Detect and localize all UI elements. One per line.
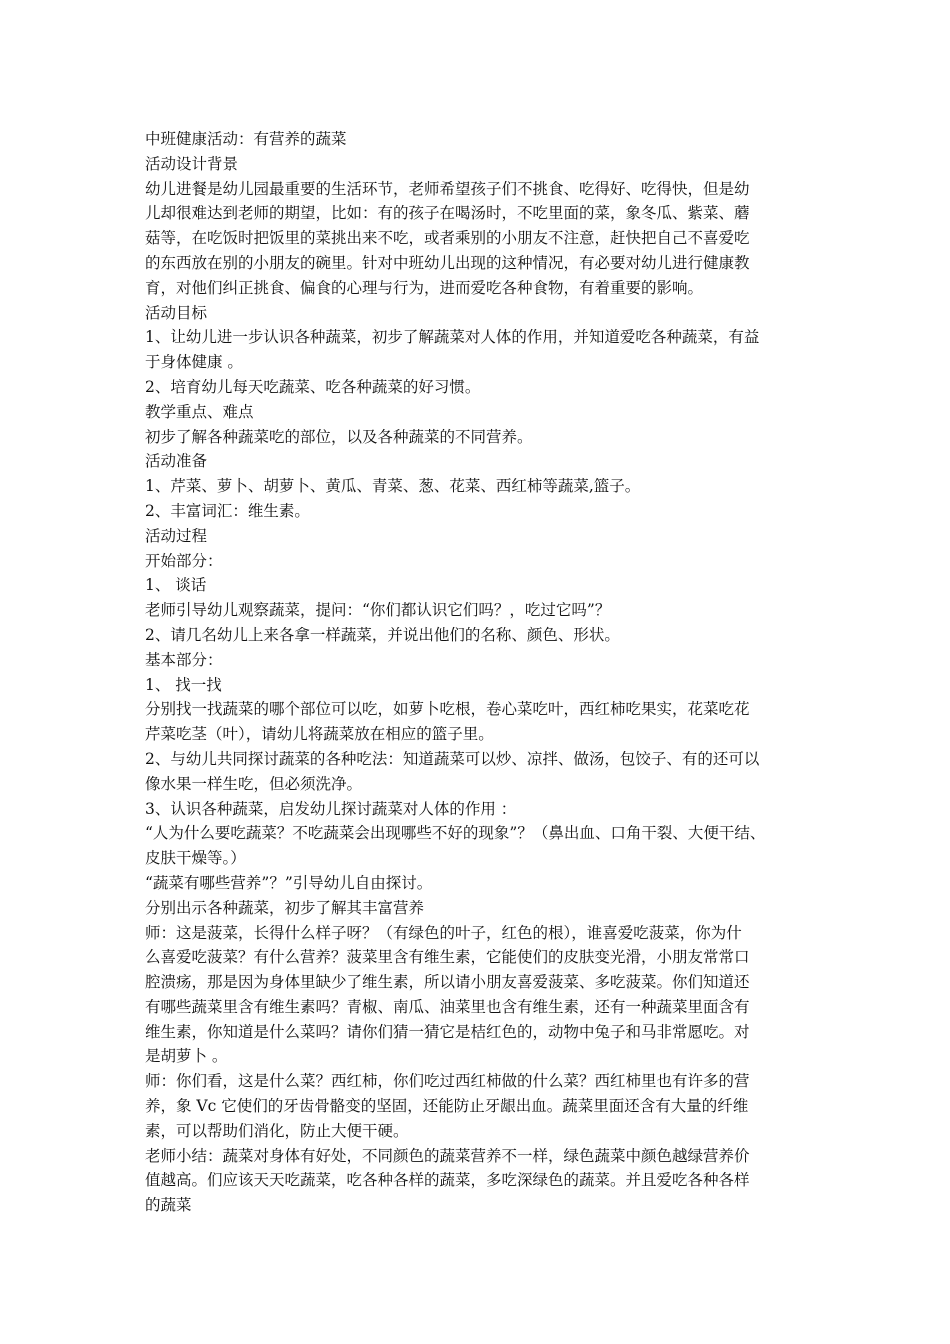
paragraph xyxy=(145,301,825,326)
paragraph xyxy=(145,896,825,921)
paragraph xyxy=(145,871,825,896)
text-line: 菇等，在吃饭时把饭里的菜挑出来不吃，或者乘别的小朋友不注意，赶快把自己不喜爱吃 xyxy=(145,229,750,248)
text-line: 育，对他们纠正挑食、偏食的心理与行为，进而爱吃各种食物，有着重要的影响。 xyxy=(145,278,704,297)
text-line: 值越高。们应该天天吃蔬菜，吃各种各样的蔬菜，多吃深绿色的蔬菜。并且爱吃各种各样 xyxy=(145,1171,750,1190)
text-line: 儿却很难达到老师的期望，比如：有的孩子在喝汤时，不吃里面的菜，象冬瓜、紫菜、蘑 xyxy=(145,204,750,223)
text-line: 皮肤干燥等。） xyxy=(145,849,246,868)
text-line: 有哪些蔬菜里含有维生素吗？青椒、南瓜、油菜里也含有维生素，还有一种蔬菜里面含有 xyxy=(145,997,750,1016)
text-line: 分别找一找蔬菜的哪个部位可以吃，如萝卜吃根，卷心菜吃叶，西红柿吃果实，花菜吃花 xyxy=(145,700,750,719)
text-line: 维生素，你知道是什么菜吗？请你们猜一猜它是桔红色的，动物中兔子和马非常愿吃。对 xyxy=(145,1022,750,1041)
text-line: 养，象 Vc 它使们的牙齿骨骼变的坚固，还能防止牙龈出血。蔬菜里面还含有大量的纤维 xyxy=(145,1097,749,1116)
paragraph xyxy=(145,921,825,1070)
text-line: 分别出示各种蔬菜，初步了解其丰富营养 xyxy=(145,898,425,917)
paragraph xyxy=(145,325,825,375)
paragraph xyxy=(145,549,825,574)
paragraph xyxy=(145,623,825,648)
text-line: 师：你们看，这是什么菜？西红柿，你们吃过西红柿做的什么菜？西红柿里也有许多的营 xyxy=(145,1072,750,1091)
text-line: 2、培育幼儿每天吃蔬菜、吃各种蔬菜的好习惯。 xyxy=(145,377,481,396)
text-line: 么喜爱吃菠菜？有什么营养？菠菜里含有维生素，它能使们的皮肤变光滑，小朋友常常口 xyxy=(145,948,750,967)
paragraph xyxy=(145,797,825,822)
text-line: “蔬菜有哪些营养”？”引导幼儿自由探讨。 xyxy=(145,873,433,892)
text-line: 的东西放在别的小朋友的碗里。针对中班幼儿出现的这种情况，有必要对幼儿进行健康教 xyxy=(145,253,750,272)
document-body xyxy=(145,127,825,1218)
text-line: 1、 谈话 xyxy=(145,576,207,595)
paragraph xyxy=(145,1069,825,1143)
text-line: 素，可以帮助们消化，防止大便干硬。 xyxy=(145,1121,409,1140)
paragraph xyxy=(145,821,825,871)
text-line: 老师引导幼儿观察蔬菜，提问：“你们都认识它们吗？，吃过它吗”？ xyxy=(145,601,611,620)
paragraph xyxy=(145,1144,825,1218)
text-line: 活动设计背景 xyxy=(145,154,239,173)
text-line: 腔溃疡，那是因为身体里缺少了维生素，所以请小朋友喜爱菠菜、多吃菠菜。你们知道还 xyxy=(145,973,750,992)
text-line: 基本部分： xyxy=(145,650,223,669)
paragraph xyxy=(145,499,825,524)
text-line: 幼儿进餐是幼儿园最重要的生活环节，老师希望孩子们不挑食、吃得好、吃得快，但是幼 xyxy=(145,179,750,198)
paragraph xyxy=(145,747,825,797)
paragraph xyxy=(145,127,825,152)
text-line: 2、请几名幼儿上来各拿一样蔬菜，并说出他们的名称、颜色、形状。 xyxy=(145,625,620,644)
text-line: 1、 找一找 xyxy=(145,675,222,694)
paragraph xyxy=(145,400,825,425)
text-line: 开始部分： xyxy=(145,551,223,570)
paragraph xyxy=(145,152,825,177)
paragraph xyxy=(145,648,825,673)
text-line: “人为什么要吃蔬菜？不吃蔬菜会出现哪些不好的现象”？（鼻出血、口角干裂、大便干结、 xyxy=(145,824,766,843)
text-line: 的蔬菜 xyxy=(145,1196,192,1215)
paragraph xyxy=(145,474,825,499)
text-line: 1、让幼儿进一步认识各种蔬菜，初步了解蔬菜对人体的作用，并知道爱吃各种蔬菜，有益 xyxy=(145,328,760,347)
paragraph xyxy=(145,177,825,301)
text-line: 中班健康活动：有营养的蔬菜 xyxy=(145,130,347,148)
text-line: 活动目标 xyxy=(145,303,208,322)
paragraph xyxy=(145,524,825,549)
text-line: 2、丰富词汇：维生素。 xyxy=(145,501,310,520)
text-line: 老师小结：蔬菜对身体有好处，不同颜色的蔬菜营养不一样，绿色蔬菜中颜色越绿营养价 xyxy=(145,1146,750,1165)
text-line: 芹菜吃茎（叶），请幼儿将蔬菜放在相应的篮子里。 xyxy=(145,725,494,744)
paragraph xyxy=(145,425,825,450)
text-line: 活动准备 xyxy=(145,452,208,471)
paragraph xyxy=(145,697,825,747)
text-line: 初步了解各种蔬菜吃的部位，以及各种蔬菜的不同营养。 xyxy=(145,427,533,446)
text-line: 教学重点、难点 xyxy=(145,402,254,421)
text-line: 是胡萝卜 。 xyxy=(145,1047,228,1066)
paragraph xyxy=(145,375,825,400)
paragraph xyxy=(145,598,825,623)
text-line: 活动过程 xyxy=(145,526,208,545)
text-line: 2、与幼儿共同探讨蔬菜的各种吃法：知道蔬菜可以炒、凉拌、做汤，包饺子、有的还可以 xyxy=(145,749,760,768)
paragraph xyxy=(145,673,825,698)
text-line: 于身体健康 。 xyxy=(145,353,243,372)
paragraph xyxy=(145,449,825,474)
text-line: 3、认识各种蔬菜，启发幼儿探讨蔬菜对人体的作用 ： xyxy=(145,799,517,818)
paragraph xyxy=(145,573,825,598)
text-line: 1、芹菜、萝卜、胡萝卜、黄瓜、青菜、葱、花菜、西红柿等蔬菜,篮子。 xyxy=(145,477,641,496)
text-line: 师：这是菠菜，长得什么样子呀？（有绿色的叶子，红色的根），谁喜爱吃菠菜，你为什 xyxy=(145,923,742,942)
text-line: 像水果一样生吃，但必须洗净。 xyxy=(145,774,363,793)
